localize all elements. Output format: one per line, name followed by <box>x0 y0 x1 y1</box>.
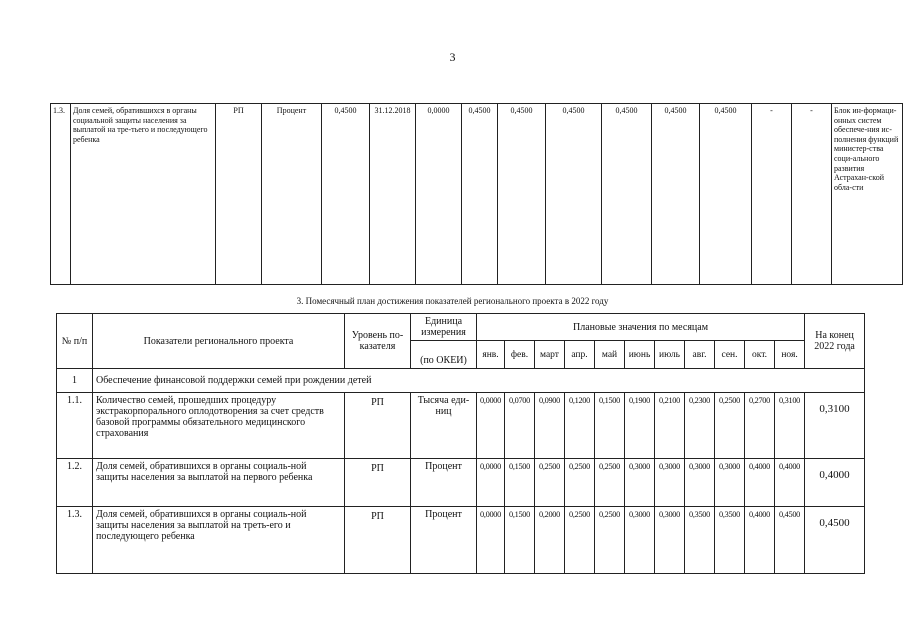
month-header: янв. <box>477 341 505 369</box>
month-value: 0,2500 <box>595 507 625 574</box>
table-cell: - <box>752 104 792 285</box>
table-cell: 0,4500 <box>498 104 546 285</box>
month-header: июнь <box>625 341 655 369</box>
month-value: 0,1900 <box>625 393 655 459</box>
table-cell: 0,4500 <box>322 104 370 285</box>
month-value: 0,0900 <box>535 393 565 459</box>
month-value: 0,2500 <box>535 459 565 507</box>
table-cell: 0,0000 <box>416 104 462 285</box>
month-value: 0,4000 <box>745 459 775 507</box>
month-value: 0,3000 <box>625 507 655 574</box>
indicator-level: РП <box>345 459 411 507</box>
continuation-table <box>50 103 903 285</box>
indicator-unit: Тысяча еди-ниц <box>411 393 477 459</box>
table-cell: 31.12.2018 <box>370 104 416 285</box>
table-row <box>57 393 865 459</box>
month-value: 0,3000 <box>715 459 745 507</box>
month-header: фев. <box>505 341 535 369</box>
header-num: № п/п <box>57 314 93 369</box>
month-value: 0,3000 <box>655 459 685 507</box>
month-value: 0,3100 <box>775 393 805 459</box>
end-of-year-value: 0,4500 <box>805 507 865 574</box>
month-header: май <box>595 341 625 369</box>
indicator-name: Доля семей, обратившихся в органы социаль-ной защиты населения за выплатой на треть-его и последующего ребенка <box>93 507 345 574</box>
header-unit: Единица измерения <box>411 314 477 341</box>
row-number: 1.1. <box>57 393 93 459</box>
table-cell: - <box>792 104 832 285</box>
section-number: 1 <box>57 369 93 393</box>
month-value: 0,3500 <box>715 507 745 574</box>
header-end-of-year: На конец 2022 года <box>805 314 865 369</box>
table-row <box>57 507 865 574</box>
header-unit-okei: (по ОКЕИ) <box>411 341 477 369</box>
table-cell: 0,4500 <box>546 104 602 285</box>
indicator-name: Доля семей, обратившихся в органы социальной защиты населения за выплатой на тре-тьего и последующего ребенка <box>71 104 216 285</box>
table-caption: 3. Помесячный план достижения показателей регионального проекта в 2022 году <box>296 296 609 306</box>
month-value: 0,1200 <box>565 393 595 459</box>
month-value: 0,3000 <box>655 507 685 574</box>
month-value: 0,2500 <box>565 459 595 507</box>
indicator-name: Доля семей, обратившихся в органы социаль-ной защиты населения за выплатой на первого ребенка <box>93 459 345 507</box>
month-header: ноя. <box>775 341 805 369</box>
table-cell: 0,4500 <box>602 104 652 285</box>
month-value: 0,2700 <box>745 393 775 459</box>
row-number: 1.3. <box>57 507 93 574</box>
indicator-unit: Процент <box>411 507 477 574</box>
section-row <box>57 369 865 393</box>
end-of-year-value: 0,3100 <box>805 393 865 459</box>
indicator-name: Количество семей, прошедших процедуру экстракорпорального оплодотворения за счет средств базовой программы обязательного медицинского страхования <box>93 393 345 459</box>
month-value: 0,2100 <box>655 393 685 459</box>
month-header: март <box>535 341 565 369</box>
table-cell: 0,4500 <box>700 104 752 285</box>
table-cell: 0,4500 <box>462 104 498 285</box>
month-header: окт. <box>745 341 775 369</box>
row-number: 1.3. <box>51 104 71 285</box>
end-of-year-value: 0,4000 <box>805 459 865 507</box>
month-value: 0,3000 <box>625 459 655 507</box>
month-header: сен. <box>715 341 745 369</box>
month-value: 0,0700 <box>505 393 535 459</box>
month-value: 0,3500 <box>685 507 715 574</box>
header-indicators: Показатели регионального проекта <box>93 314 345 369</box>
indicator-level: РП <box>216 104 262 285</box>
month-value: 0,0000 <box>477 459 505 507</box>
header-level: Уровень по-казателя <box>345 314 411 369</box>
month-value: 0,2000 <box>535 507 565 574</box>
indicator-level: РП <box>345 507 411 574</box>
month-value: 0,2500 <box>715 393 745 459</box>
month-header: июль <box>655 341 685 369</box>
indicator-level: РП <box>345 393 411 459</box>
table-row <box>51 104 903 285</box>
month-value: 0,4000 <box>745 507 775 574</box>
section-title: Обеспечение финансовой поддержки семей при рождении детей <box>93 369 865 393</box>
month-value: 0,1500 <box>595 393 625 459</box>
month-value: 0,4000 <box>775 459 805 507</box>
month-value: 0,3000 <box>685 459 715 507</box>
month-value: 0,1500 <box>505 507 535 574</box>
month-value: 0,2500 <box>565 507 595 574</box>
page-number: 3 <box>449 50 456 64</box>
month-value: 0,2300 <box>685 393 715 459</box>
month-header: авг. <box>685 341 715 369</box>
indicator-unit: Процент <box>411 459 477 507</box>
month-header: апр. <box>565 341 595 369</box>
header-planned-values: Плановые значения по месяцам <box>477 314 805 341</box>
monthly-plan-table <box>56 313 865 574</box>
month-value: 0,1500 <box>505 459 535 507</box>
header-row <box>57 314 865 341</box>
row-number: 1.2. <box>57 459 93 507</box>
indicator-unit: Процент <box>262 104 322 285</box>
month-value: 0,0000 <box>477 507 505 574</box>
table-cell: 0,4500 <box>652 104 700 285</box>
table-row <box>57 459 865 507</box>
month-value: 0,2500 <box>595 459 625 507</box>
month-value: 0,4500 <box>775 507 805 574</box>
month-value: 0,0000 <box>477 393 505 459</box>
data-source: Блок ин-формаци-онных систем обеспече-ния ис-полнения функций министер-ства соци-ального развития Астрахан-ской обла-сти <box>832 104 903 285</box>
